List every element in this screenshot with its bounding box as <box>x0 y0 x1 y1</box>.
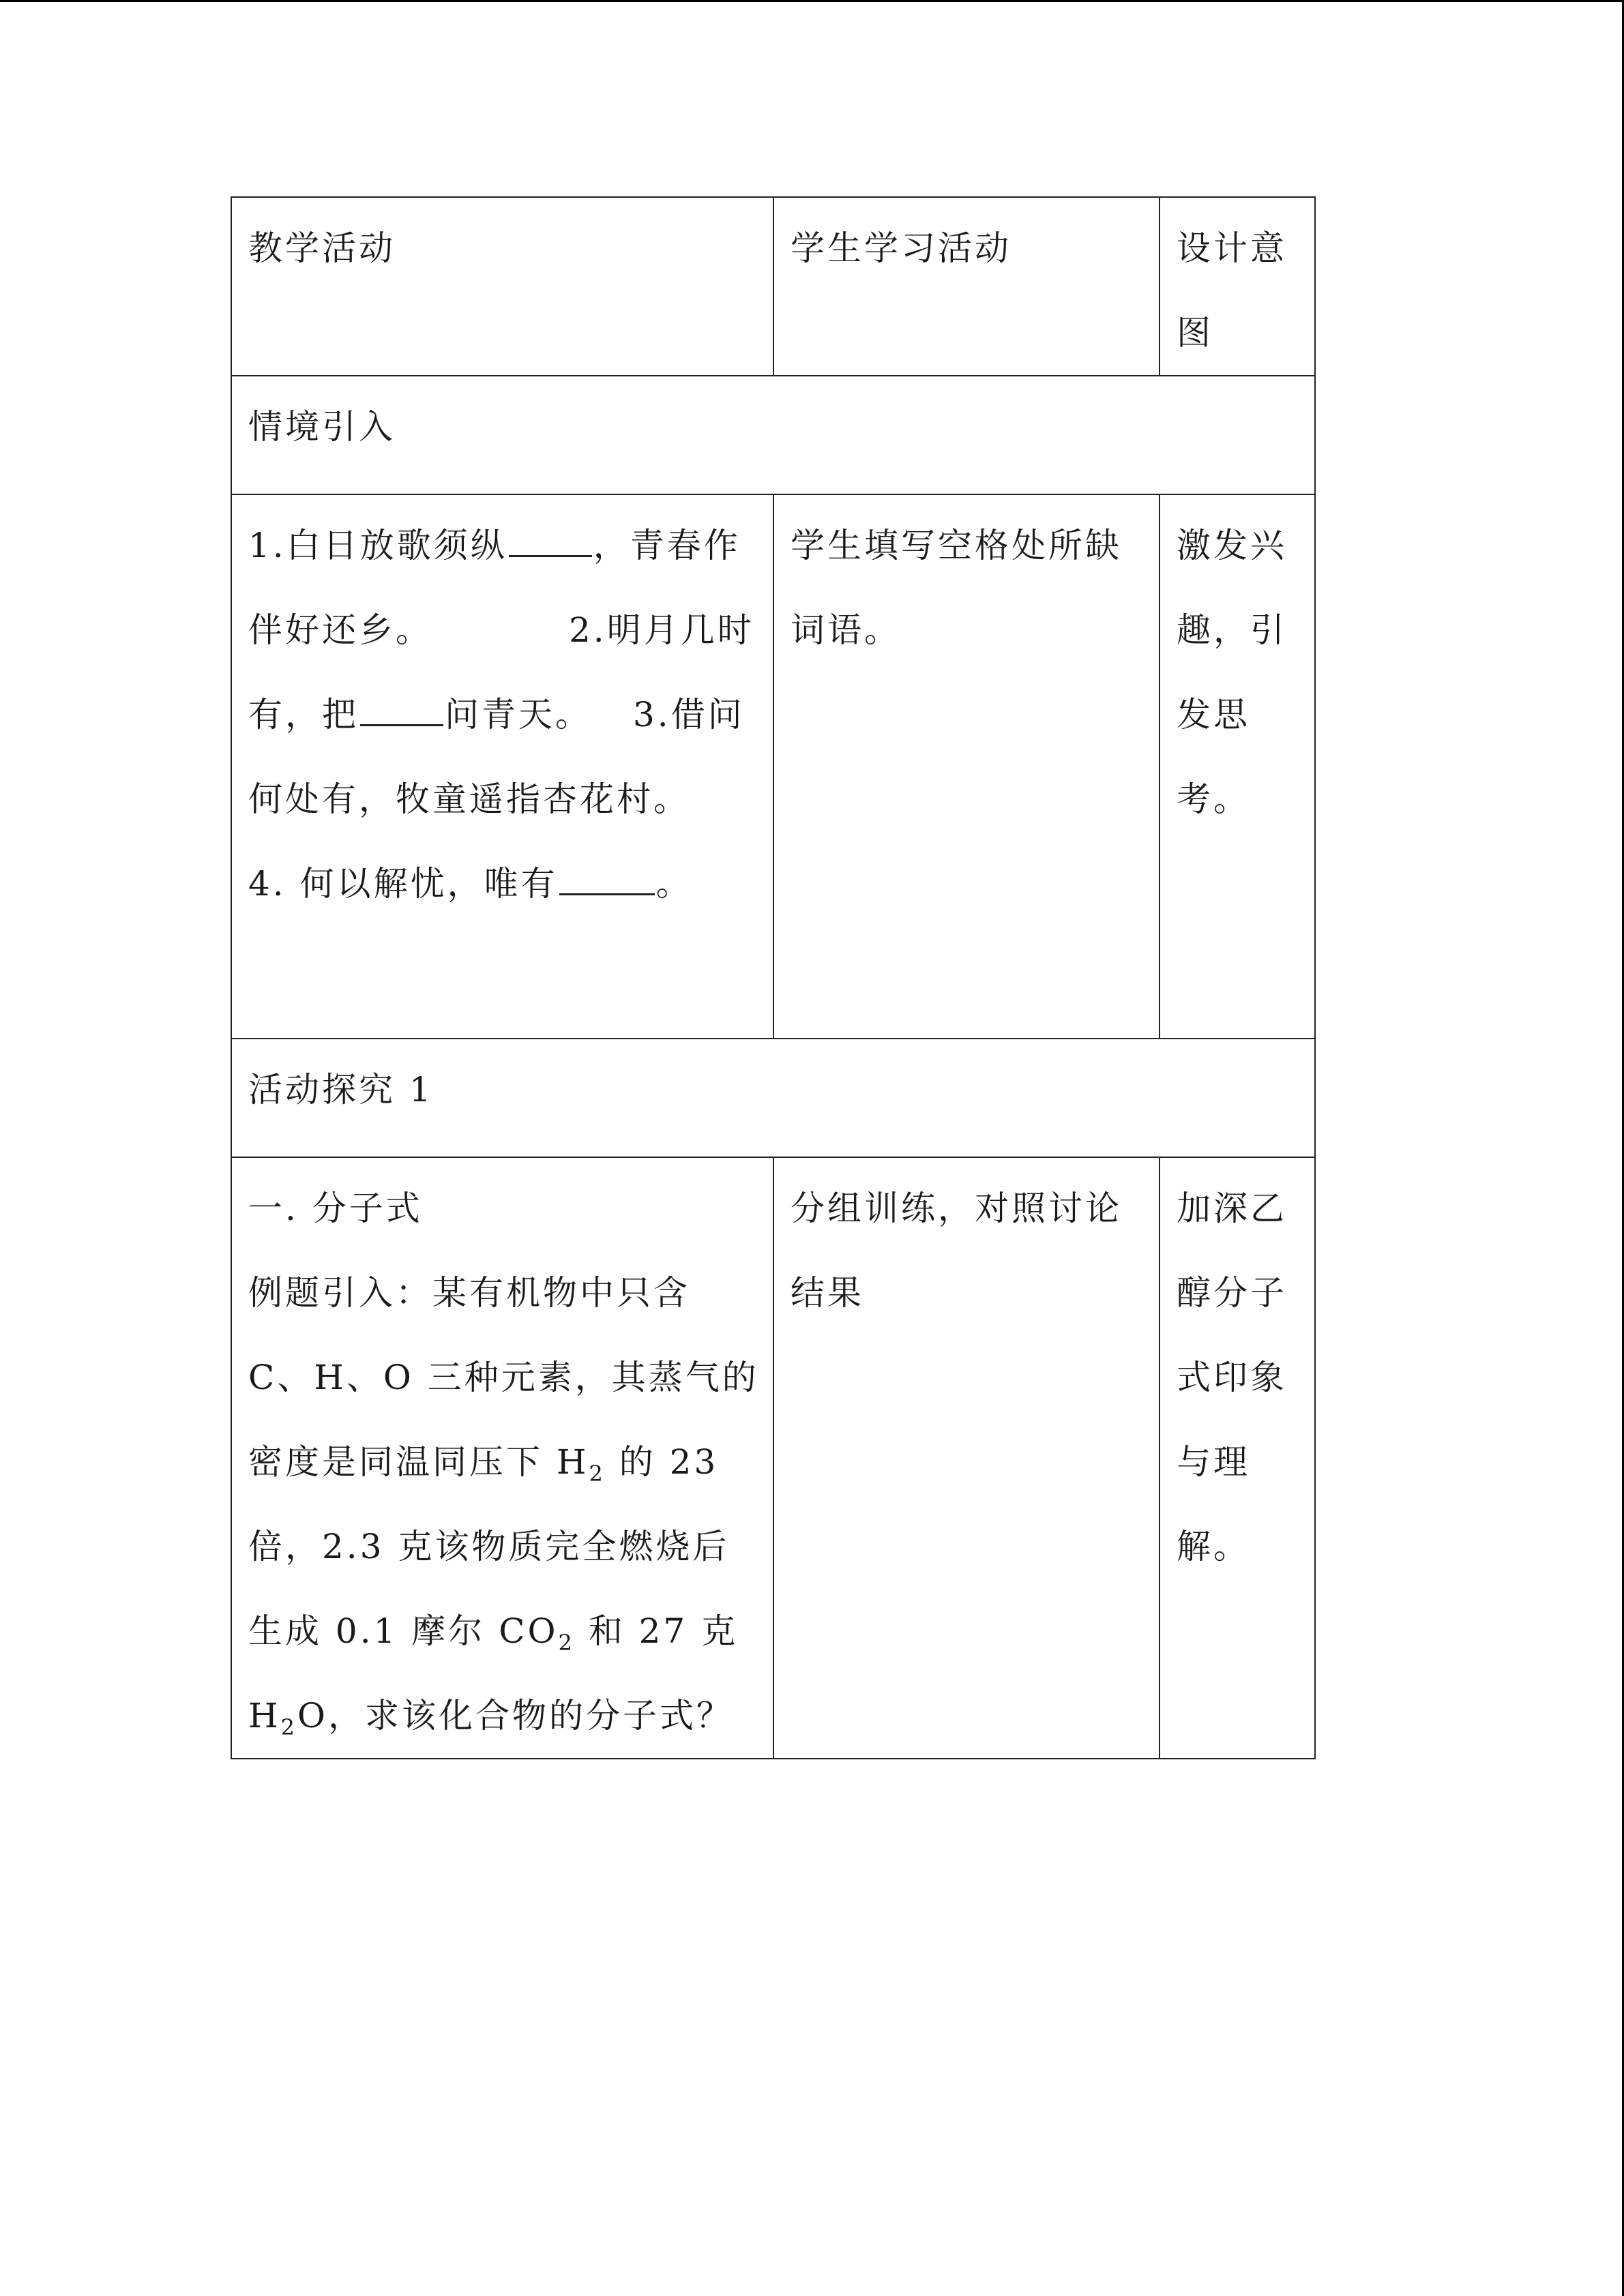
lesson-plan-table <box>231 196 1316 1759</box>
header-teaching-activity-label: 教学活动 <box>248 228 396 268</box>
example-line-6-a: 生成 0.1 摩尔 CO <box>248 1611 559 1651</box>
example-line-3: C、H、O 三种元素，其蒸气的 <box>248 1358 759 1397</box>
page-top-border <box>0 0 1624 2</box>
poem-line-3 <box>248 672 756 757</box>
poem-line-1-b: ，青春作 <box>593 526 741 565</box>
example-student-line-2: 结果 <box>791 1273 864 1313</box>
section-intro-title: 情境引入 <box>248 407 396 447</box>
poem-line-3-a: 有，把 <box>248 695 359 734</box>
example-line-4 <box>248 1420 756 1504</box>
poem-line-4: 何处有，牧童遥指杏花村。 <box>248 779 690 819</box>
example-line-7-subscript: 2 <box>280 1714 297 1740</box>
poem-intent-cell <box>1160 494 1315 1039</box>
example-line-7-b: O，求该化合物的分子式？ <box>297 1696 733 1735</box>
poem-line-2-a: 伴好还乡。 <box>248 610 432 650</box>
poem-intent-line-1: 激发兴 <box>1177 526 1287 565</box>
header-teaching-activity <box>231 197 773 376</box>
example-intent-line-2: 醇分子 <box>1177 1273 1287 1313</box>
example-line-4-b: 的 23 <box>605 1442 719 1482</box>
example-line-4-a: 密度是同温同压下 H <box>248 1442 589 1482</box>
example-line-7 <box>248 1673 756 1758</box>
header-student-activity-label: 学生学习活动 <box>791 228 1012 268</box>
example-intent-line-4: 与理 <box>1177 1442 1250 1482</box>
fill-blank-1 <box>509 521 592 557</box>
header-design-intent-line1: 设计意 <box>1177 228 1287 268</box>
section-row-intro <box>231 376 1315 494</box>
example-line-7-a: H <box>248 1696 281 1735</box>
fill-blank-3 <box>559 859 655 895</box>
header-design-intent-line2: 图 <box>1177 313 1213 353</box>
example-intent-line-3: 式印象 <box>1177 1358 1287 1397</box>
header-student-activity <box>773 197 1160 376</box>
poem-student-line-2: 词语。 <box>791 610 901 650</box>
poem-teaching-cell <box>231 494 773 1039</box>
poem-line-5-a: 4. 何以解忧，唯有 <box>248 864 558 904</box>
section-activity-1-title: 活动探究 1 <box>248 1070 434 1109</box>
example-intent-cell <box>1160 1157 1315 1759</box>
table-row-poem <box>231 494 1315 1039</box>
example-line-2: 例题引入：某有机物中只含 <box>248 1273 690 1313</box>
example-line-4-subscript: 2 <box>589 1461 606 1487</box>
section-row-activity-1 <box>231 1039 1315 1157</box>
example-line-5: 倍，2.3 克该物质完全燃烧后 <box>248 1527 730 1566</box>
poem-line-3-b: 问青天。 <box>445 695 592 734</box>
poem-line-1 <box>248 503 756 588</box>
poem-intent-line-3: 发思 <box>1177 695 1250 734</box>
example-line-6-subscript: 2 <box>558 1630 575 1656</box>
table-row-example <box>231 1157 1315 1759</box>
table-header-row <box>231 197 1315 376</box>
poem-line-2 <box>248 588 756 672</box>
poem-line-5 <box>248 841 756 926</box>
example-teaching-cell <box>231 1157 773 1759</box>
example-student-cell <box>773 1157 1160 1759</box>
example-line-6 <box>248 1589 756 1673</box>
example-intent-line-1: 加深乙 <box>1177 1189 1287 1228</box>
example-line-6-b: 和 27 克 <box>574 1611 739 1651</box>
example-line-1: 一. 分子式 <box>248 1189 423 1228</box>
example-intent-line-5: 解。 <box>1177 1527 1250 1566</box>
poem-line-5-b: 。 <box>655 864 693 904</box>
poem-student-line-1: 学生填写空格处所缺 <box>791 526 1122 565</box>
fill-blank-2 <box>360 690 443 726</box>
poem-intent-line-2: 趣，引 <box>1177 610 1287 650</box>
poem-line-1-a: 1.白日放歌须纵 <box>248 526 507 565</box>
section-activity-1-cell <box>231 1039 1315 1157</box>
header-design-intent <box>1160 197 1315 376</box>
poem-intent-line-4: 考。 <box>1177 779 1250 819</box>
poem-line-3-c: 3.借问 <box>633 695 745 734</box>
poem-student-cell <box>773 494 1160 1039</box>
example-student-line-1: 分组训练，对照讨论 <box>791 1189 1122 1228</box>
poem-line-2-b: 2.明月几时 <box>569 610 754 650</box>
section-intro-cell <box>231 376 1315 494</box>
